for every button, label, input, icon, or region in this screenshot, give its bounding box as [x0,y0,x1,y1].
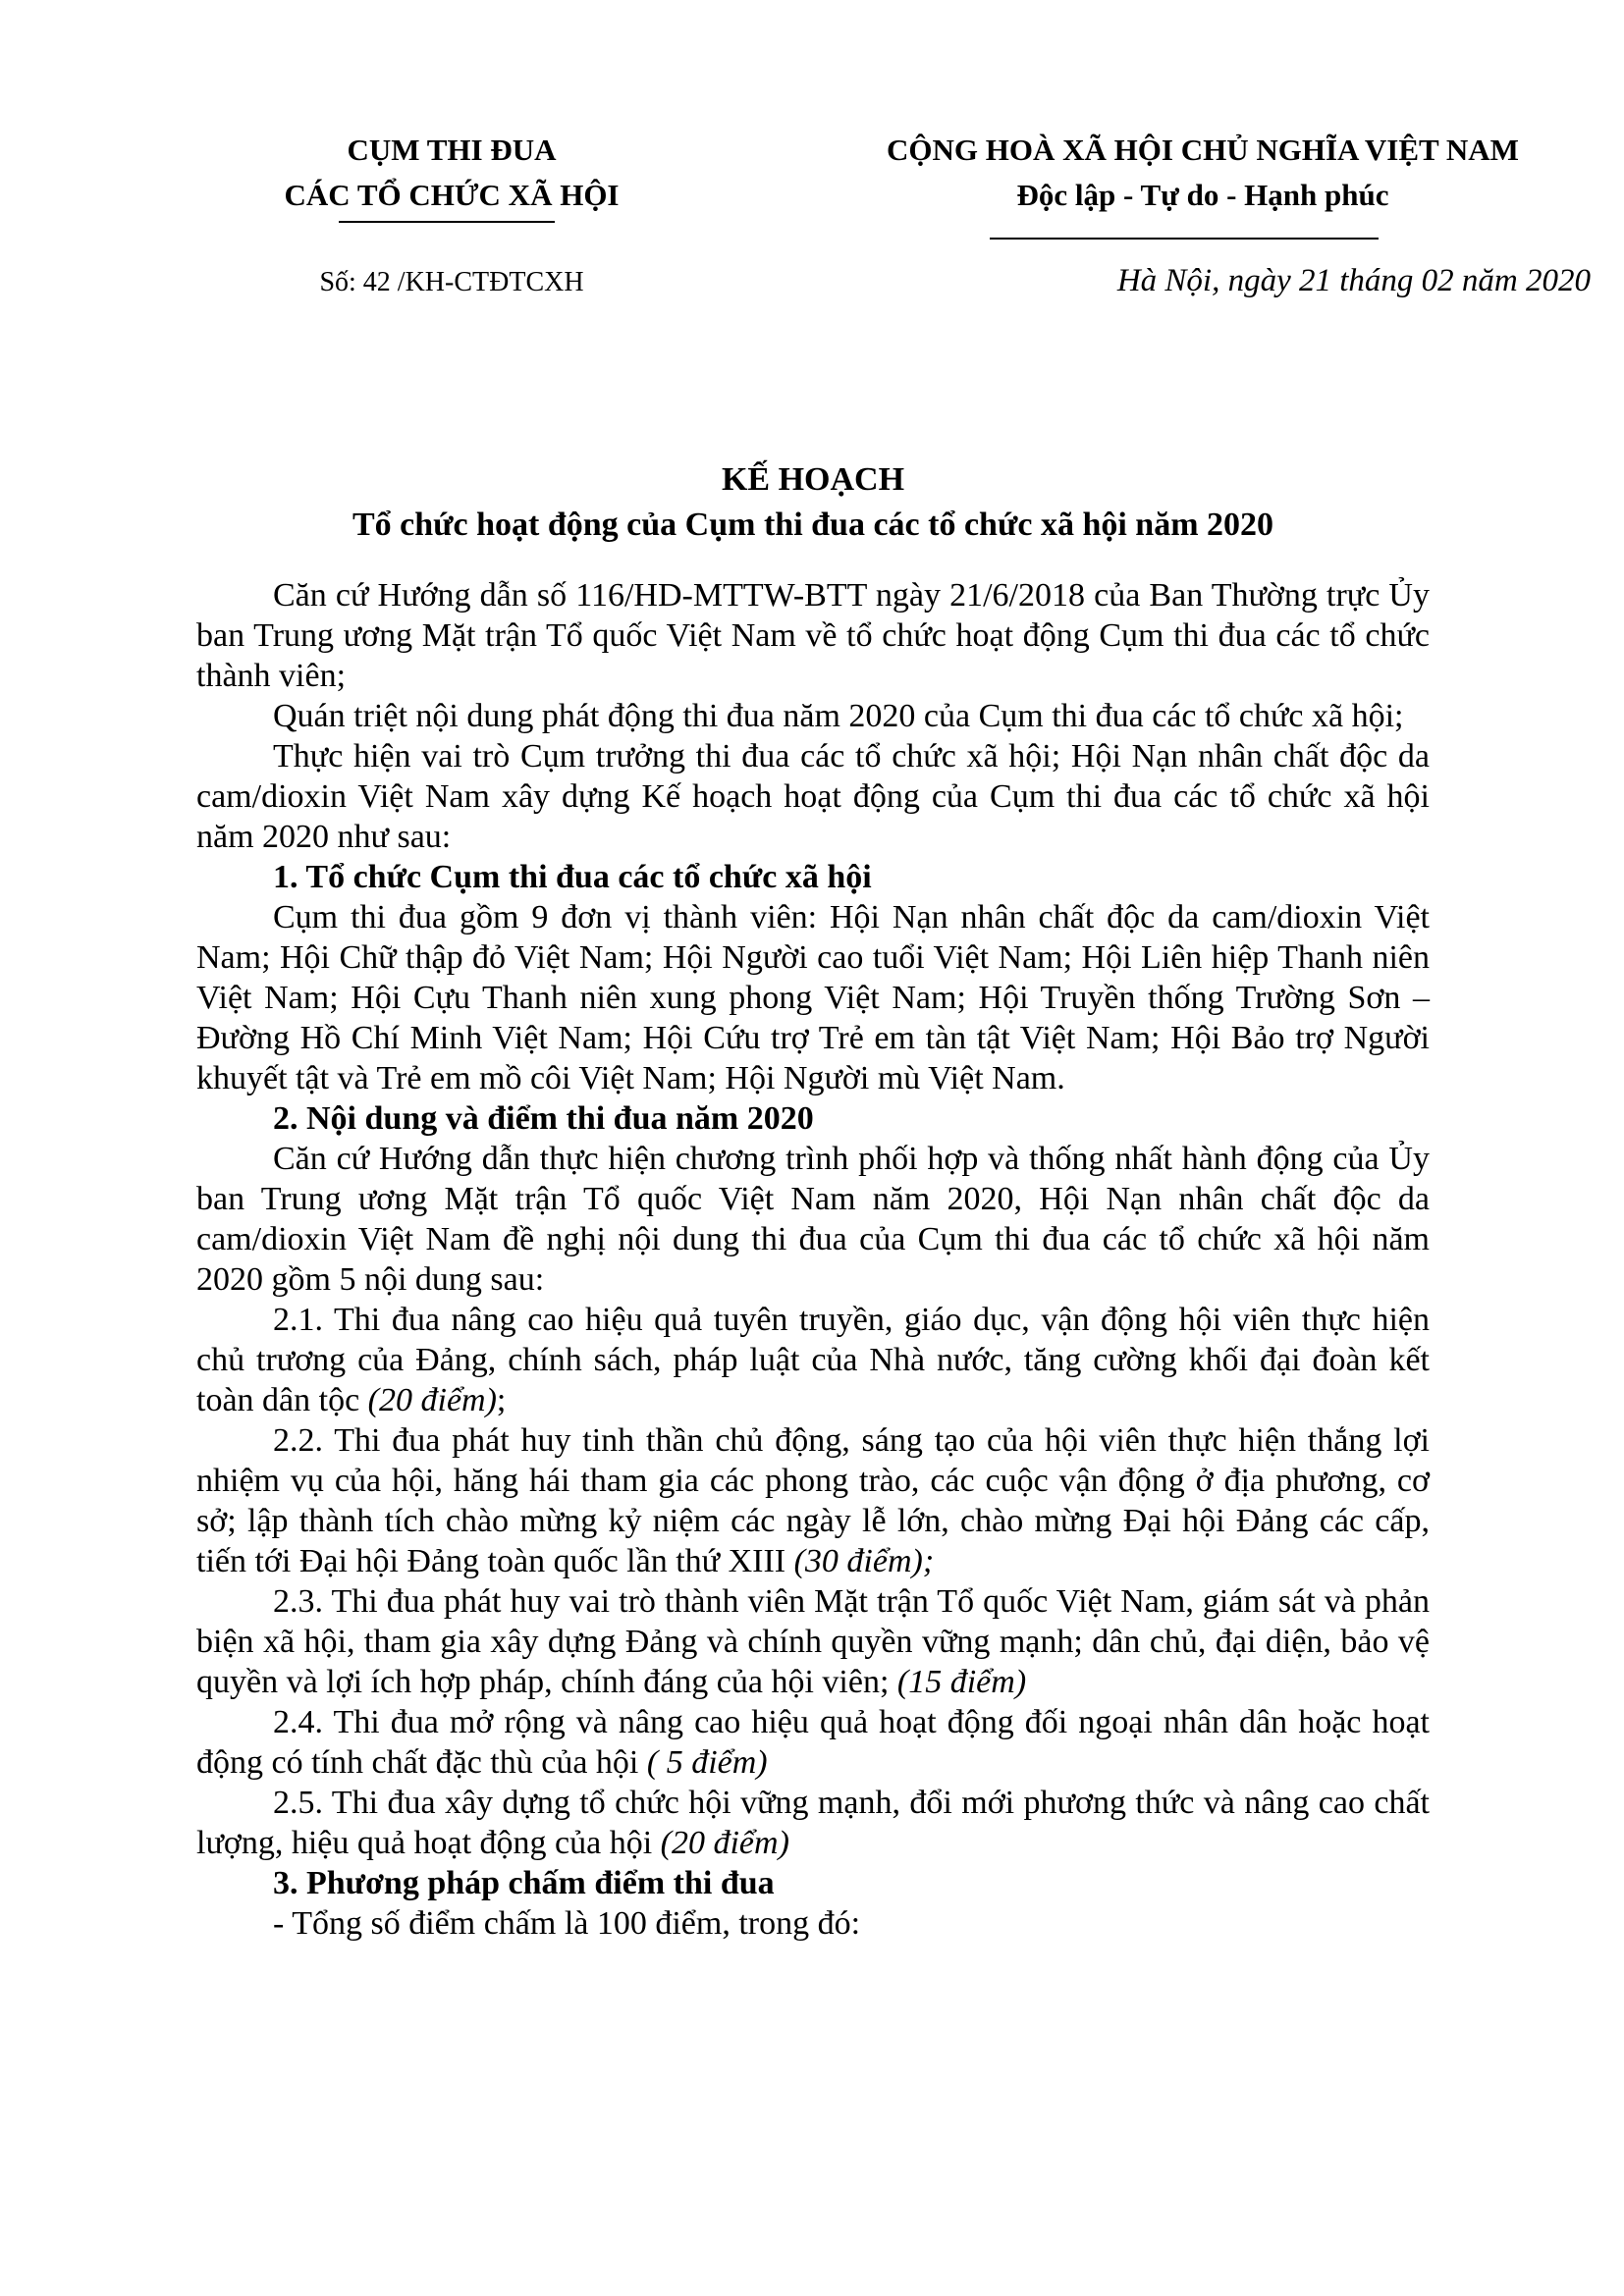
document-body [196,575,1430,1944]
title-subtitle: Tổ chức hoạt động của Cụm thi đua các tổ chức xã hội năm 2020 [352,507,1274,543]
org-name-line-1: CỤM THI ĐUA [347,133,557,167]
paragraph-content-basis: Căn cứ Hướng dẫn thực hiện chương trình phối hợp và thống nhất hành động của Ủy ban Trung ương Mặt trận Tổ quốc Việt Nam năm 2020, Hội Nạn nhân chất độc da cam/dioxin Việt Nam đề nghị nội dung thi đua của Cụm thi đua các tổ chức xã hội năm 2020 gồm 5 nội dung sau: [196,1141,1430,1298]
list-item-2-3 [196,1581,1430,1702]
item-end: ; [496,1382,507,1418]
item-score: (20 điểm) [367,1382,497,1418]
section-heading-3: 3. Phương pháp chấm điểm thi đua [273,1865,775,1901]
item-text: 2.2. Thi đua phát huy tinh thần chủ động, sáng tạo của hội viên thực hiện thắng lợi nhiệm vụ của hội, hăng hái tham gia các phong trào, các cuộc vận động ở địa phương, cơ sở; lập thành tích chào mừng kỷ niệm các ngày lễ lớn, chào mừng Đại hội Đảng các cấp, tiến tới Đại hội Đảng toàn quốc lần thứ XIII [196,1422,1430,1579]
issuing-organization [245,128,658,218]
item-text: 2.3. Thi đua phát huy vai trò thành viên Mặt trận Tổ quốc Việt Nam, giám sát và phản biện xã hội, tham gia xây dựng Đảng và chính quyền vững mạnh; dân chủ, đại diện, bảo vệ quyền và lợi ích hợp pháp, chính đáng của hội viên; [196,1583,1430,1700]
paragraph-legal-basis: Căn cứ Hướng dẫn số 116/HD-MTTW-BTT ngày 21/6/2018 của Ban Thường trực Ủy ban Trung ương Mặt trận Tổ quốc Việt Nam về tổ chức hoạt động Cụm thi đua các tổ chức thành viên; [196,577,1430,694]
paragraph-total-score: - Tổng số điểm chấm là 100 điểm, trong đó: [273,1905,861,1942]
paragraph-directive: Quán triệt nội dung phát động thi đua năm 2020 của Cụm thi đua các tổ chức xã hội; [273,698,1404,734]
org-underline [339,221,555,223]
item-score: (30 điểm); [793,1543,935,1579]
motto-underline [990,238,1379,240]
title-main: KẾ HOẠCH [721,461,905,498]
motto: Độc lập - Tự do - Hạnh phúc [1016,178,1389,212]
document-title [196,457,1430,548]
item-text: 2.1. Thi đua nâng cao hiệu quả tuyên truyền, giáo dục, vận động hội viên thực hiện chủ trương của Đảng, chính sách, pháp luật của Nhà nước, tăng cường khối đại đoàn kết toàn dân tộc [196,1302,1430,1418]
paragraph-role: Thực hiện vai trò Cụm trưởng thi đua các tổ chức xã hội; Hội Nạn nhân chất độc da cam/dioxin Việt Nam xây dựng Kế hoạch hoạt động của Cụm thi đua các tổ chức xã hội năm 2020 như sau: [196,738,1430,855]
list-item-2-4 [196,1702,1430,1783]
list-item-2-2 [196,1420,1430,1581]
nation-name: CỘNG HOÀ XÃ HỘI CHỦ NGHĨA VIỆT NAM [887,133,1519,167]
item-text: 2.4. Thi đua mở rộng và nâng cao hiệu quả hoạt động đối ngoại nhân dân hoặc hoạt động có tính chất đặc thù của hội [196,1704,1430,1781]
item-text: 2.5. Thi đua xây dựng tổ chức hội vững mạnh, đổi mới phương thức và nâng cao chất lượng, hiệu quả hoạt động của hội [196,1785,1430,1861]
paragraph-members: Cụm thi đua gồm 9 đơn vị thành viên: Hội Nạn nhân chất độc da cam/dioxin Việt Nam; Hội Chữ thập đỏ Việt Nam; Hội Người cao tuổi Việt Nam; Hội Liên hiệp Thanh niên Việt Nam; Hội Cựu Thanh niên xung phong Việt Nam; Hội Truyền thống Trường Sơn – Đường Hồ Chí Minh Việt Nam; Hội Cứu trợ Trẻ em tàn tật Việt Nam; Hội Bảo trợ Người khuyết tật và Trẻ em mồ côi Việt Nam; Hội Người mù Việt Nam. [196,899,1430,1096]
item-score: (20 điểm) [660,1825,789,1861]
document-number: Số: 42 /KH-CTĐTCXH [319,267,584,297]
item-score: (15 điểm) [896,1664,1027,1700]
section-heading-2: 2. Nội dung và điểm thi đua năm 2020 [273,1100,814,1137]
list-item-2-1 [196,1300,1430,1420]
section-heading-1: 1. Tổ chức Cụm thi đua các tổ chức xã hội [273,859,872,895]
document-date: Hà Nội, ngày 21 tháng 02 năm 2020 [1116,263,1591,298]
item-score: ( 5 điểm) [646,1744,768,1781]
org-name-line-2: CÁC TỔ CHỨC XÃ HỘI [284,178,620,212]
list-item-2-5 [196,1783,1430,1863]
national-motto [815,128,1591,218]
